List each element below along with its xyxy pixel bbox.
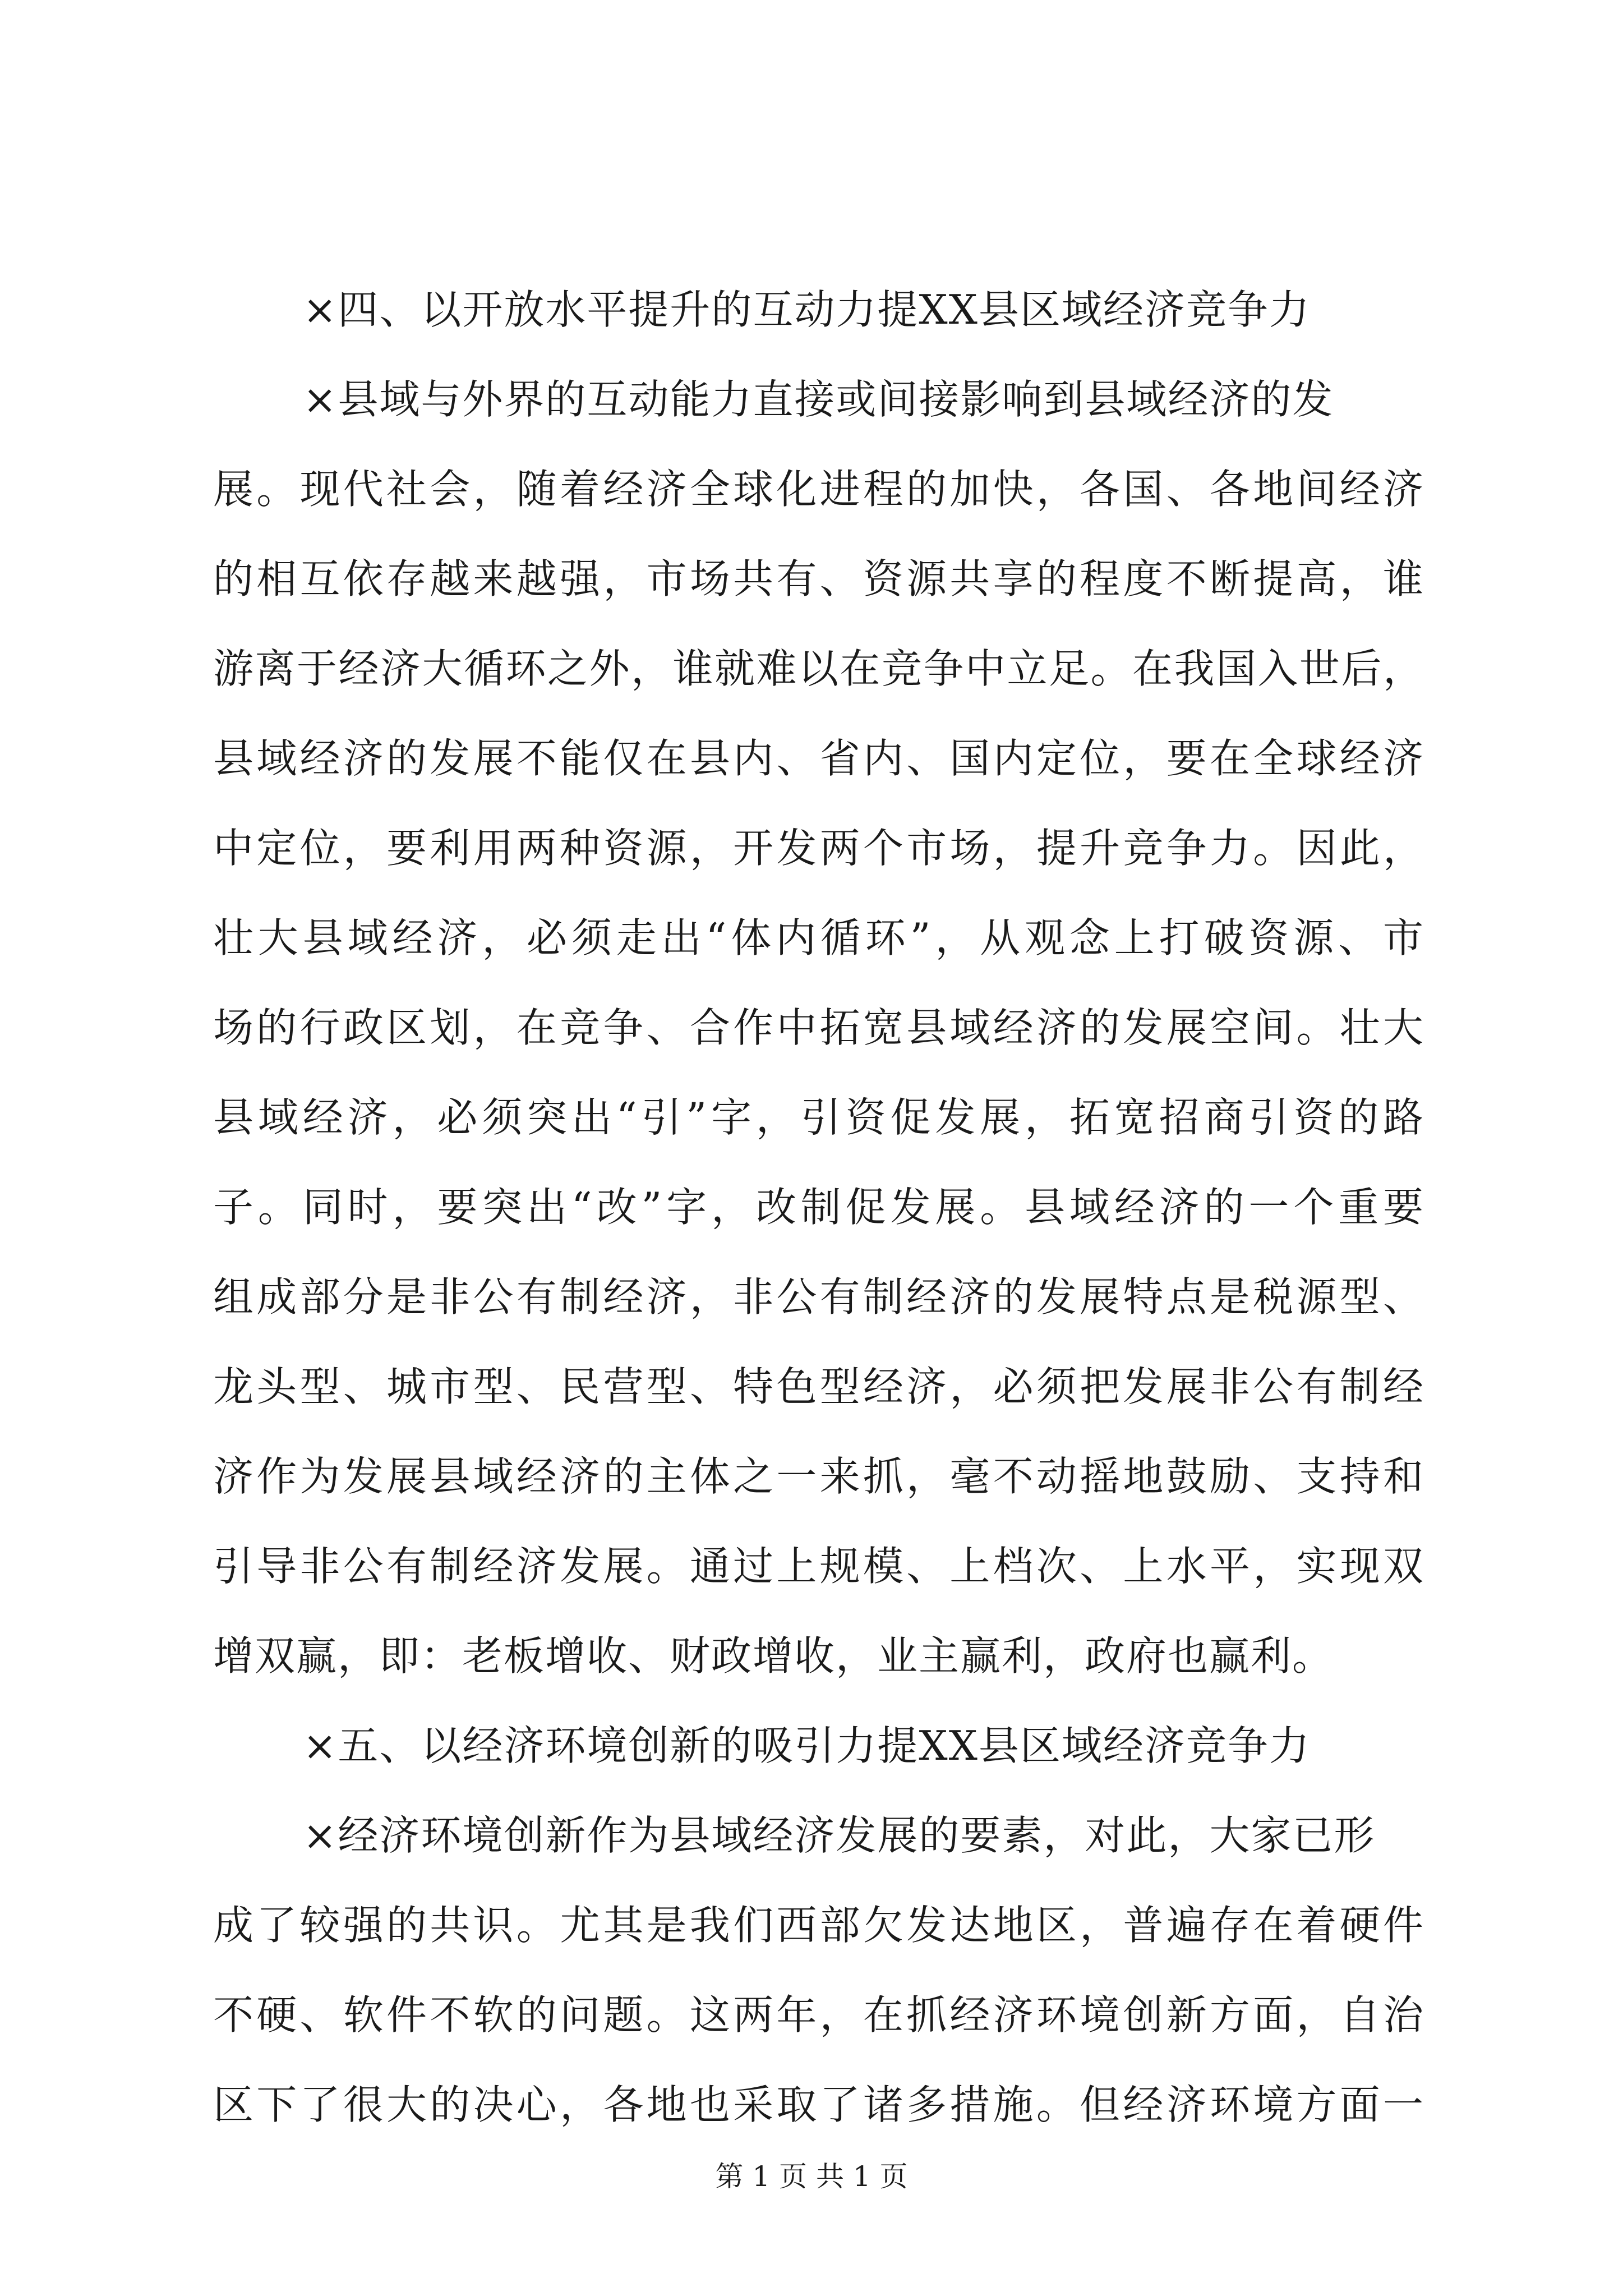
paragraph-line: 县域经济，必须突出“引”字，引资促发展，拓宽招商引资的路 — [213, 1094, 1424, 1141]
paragraph-line: 组成部分是非公有制经济，非公有制经济的发展特点是税源型、 — [213, 1273, 1424, 1320]
paragraph-line: 展。现代社会，随着经济全球化进程的加快，各国、各地间经济 — [213, 466, 1424, 513]
paragraph-line: 引导非公有制经济发展。通过上规模、上档次、上水平，实现双 — [213, 1543, 1424, 1590]
paragraph-line: 壮大县域经济，必须走出“体内循环”，从观念上打破资源、市 — [213, 914, 1424, 961]
page-footer: 第 1 页 共 1 页 — [715, 2160, 908, 2193]
paragraph-line: ×县域与外界的互动能力直接或间接影响到县域经济的发 — [303, 376, 1334, 423]
paragraph-line: 龙头型、城市型、民营型、特色型经济，必须把发展非公有制经 — [213, 1363, 1424, 1410]
paragraph-line: 的相互依存越来越强，市场共有、资源共享的程度不断提高，谁 — [213, 555, 1424, 602]
paragraph-line: 中定位，要利用两种资源，开发两个市场，提升竞争力。因此， — [213, 825, 1424, 872]
paragraph-line: 游离于经济大循环之外，谁就难以在竞争中立足。在我国入世后， — [213, 645, 1424, 692]
paragraph-line: 县域经济的发展不能仅在县内、省内、国内定位，要在全球经济 — [213, 735, 1424, 782]
paragraph-line: 成了较强的共识。尤其是我们西部欠发达地区，普遍存在着硬件 — [213, 1902, 1424, 1949]
paragraph-line: ×经济环境创新作为县域经济发展的要素，对此，大家已形 — [303, 1812, 1376, 1859]
heading-section-four: ×四、以开放水平提升的互动力提XX县区域经济竞争力 — [303, 286, 1311, 333]
heading-section-five: ×五、以经济环境创新的吸引力提XX县区域经济竞争力 — [303, 1722, 1311, 1769]
paragraph-line: 子。同时，要突出“改”字，改制促发展。县域经济的一个重要 — [213, 1184, 1424, 1231]
paragraph-line: 增双赢，即：老板增收、财政增收，业主赢利，政府也赢利。 — [213, 1632, 1334, 1680]
paragraph-line: 不硬、软件不软的问题。这两年，在抓经济环境创新方面，自治 — [213, 1991, 1424, 2039]
paragraph-line: 济作为发展县域经济的主体之一来抓，毫不动摇地鼓励、支持和 — [213, 1453, 1424, 1500]
paragraph-line: 场的行政区划，在竞争、合作中拓宽县域经济的发展空间。壮大 — [213, 1004, 1424, 1051]
paragraph-line: 区下了很大的决心，各地也采取了诸多措施。但经济环境方面一 — [213, 2081, 1424, 2128]
